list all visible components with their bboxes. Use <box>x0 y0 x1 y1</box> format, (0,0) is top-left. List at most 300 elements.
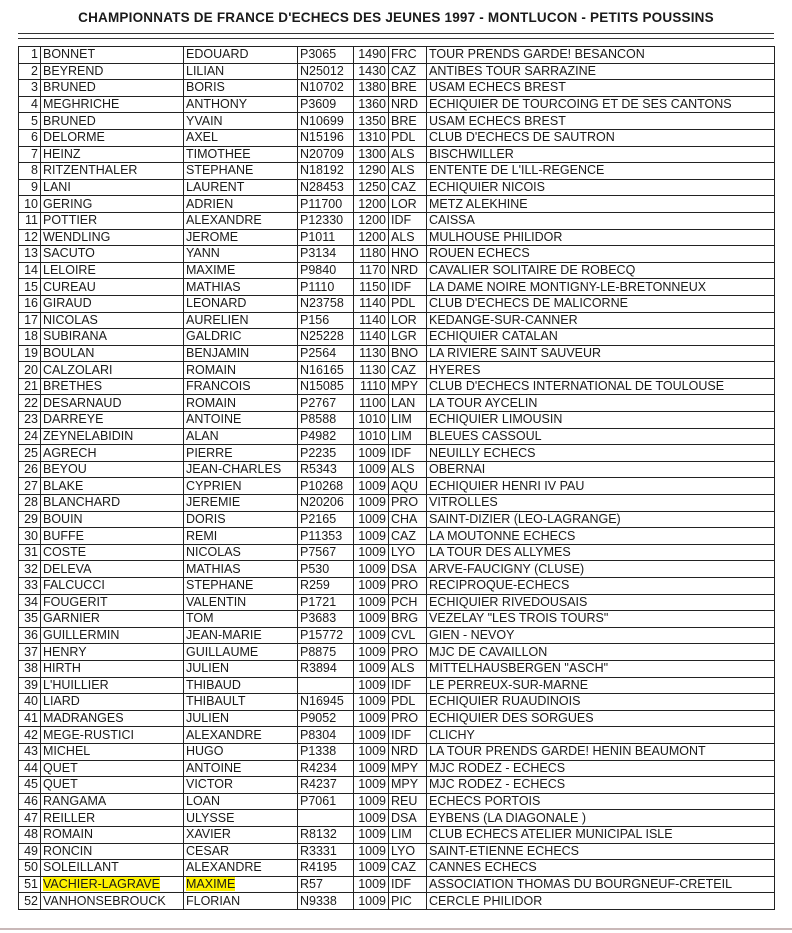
table-row <box>19 246 775 263</box>
player-surname: SACUTO <box>43 246 95 261</box>
table-row <box>19 893 775 910</box>
player-league: LYO <box>391 843 416 858</box>
player-licence-cell <box>298 860 354 877</box>
player-club: CAVALIER SOLITAIRE DE ROBECQ <box>429 263 636 278</box>
player-licence-cell <box>298 727 354 744</box>
player-elo-cell <box>354 511 389 528</box>
player-elo-cell <box>354 345 389 362</box>
table-row <box>19 362 775 379</box>
player-elo-cell <box>354 212 389 229</box>
player-club: ROUEN ECHECS <box>429 246 530 261</box>
player-league: MPY <box>391 379 419 394</box>
player-elo: 1009 <box>358 594 386 609</box>
player-surname-cell <box>41 412 184 429</box>
player-league-cell <box>389 96 427 113</box>
player-firstname-cell <box>184 345 298 362</box>
row-number: 1 <box>31 47 38 62</box>
row-number-cell <box>19 412 41 429</box>
player-surname-cell <box>41 544 184 561</box>
table-row <box>19 561 775 578</box>
player-firstname: CYPRIEN <box>186 478 242 493</box>
row-number: 22 <box>24 395 38 410</box>
player-surname-cell <box>41 810 184 827</box>
row-number-cell <box>19 345 41 362</box>
player-club-cell <box>427 362 775 379</box>
player-firstname-cell <box>184 826 298 843</box>
player-licence: N18192 <box>300 163 344 178</box>
table-row <box>19 843 775 860</box>
player-licence-cell <box>298 876 354 893</box>
player-firstname: THIBAULT <box>186 694 246 709</box>
player-surname-cell <box>41 826 184 843</box>
player-league: LAN <box>391 395 416 410</box>
player-firstname: AXEL <box>186 130 218 145</box>
player-elo-cell <box>354 461 389 478</box>
table-row <box>19 478 775 495</box>
row-number-cell <box>19 743 41 760</box>
row-number: 52 <box>24 893 38 908</box>
player-firstname-cell <box>184 395 298 412</box>
player-league-cell <box>389 113 427 130</box>
player-elo: 1009 <box>358 827 386 842</box>
player-elo: 1010 <box>358 428 386 443</box>
row-number-cell <box>19 544 41 561</box>
player-club-cell <box>427 312 775 329</box>
player-licence: N15196 <box>300 130 344 145</box>
player-surname: CUREAU <box>43 279 96 294</box>
player-club: CLUB ECHECS ATELIER MUNICIPAL ISLE <box>429 827 673 842</box>
player-licence-cell <box>298 80 354 97</box>
player-league-cell <box>389 710 427 727</box>
player-league: LIM <box>391 428 412 443</box>
player-surname-cell <box>41 495 184 512</box>
player-elo-cell <box>354 63 389 80</box>
player-surname-cell <box>41 47 184 64</box>
player-surname: AGRECH <box>43 445 97 460</box>
player-club: CLICHY <box>429 727 475 742</box>
player-firstname: ROMAIN <box>186 362 236 377</box>
player-league: CAZ <box>391 180 416 195</box>
player-elo-cell <box>354 743 389 760</box>
player-licence-cell <box>298 63 354 80</box>
player-licence-cell <box>298 329 354 346</box>
player-elo: 1009 <box>358 528 386 543</box>
player-league-cell <box>389 445 427 462</box>
player-surname: RONCIN <box>43 843 93 858</box>
player-firstname: ADRIEN <box>186 196 234 211</box>
row-number-cell <box>19 113 41 130</box>
player-elo: 1010 <box>358 412 386 427</box>
player-league: IDF <box>391 213 412 228</box>
row-number-cell <box>19 561 41 578</box>
row-number-cell <box>19 96 41 113</box>
player-club: ECHIQUIER HENRI IV PAU <box>429 478 585 493</box>
player-firstname: STEPHANE <box>186 578 254 593</box>
player-elo-cell <box>354 594 389 611</box>
player-surname-cell <box>41 80 184 97</box>
row-number-cell <box>19 511 41 528</box>
player-elo: 1140 <box>359 329 386 344</box>
player-elo-cell <box>354 412 389 429</box>
player-elo-cell <box>354 860 389 877</box>
player-club-cell <box>427 710 775 727</box>
row-number: 11 <box>25 213 38 228</box>
table-row <box>19 412 775 429</box>
player-club: ANTIBES TOUR SARRAZINE <box>429 63 596 78</box>
player-surname: COSTE <box>43 545 87 560</box>
player-surname: RANGAMA <box>43 794 107 809</box>
player-elo-cell <box>354 246 389 263</box>
player-league-cell <box>389 229 427 246</box>
player-surname: BRETHES <box>43 379 103 394</box>
results-rows <box>19 47 775 910</box>
player-firstname-cell <box>184 279 298 296</box>
player-firstname-cell <box>184 428 298 445</box>
player-firstname-cell <box>184 478 298 495</box>
row-number-cell <box>19 810 41 827</box>
player-surname: GARNIER <box>43 611 100 626</box>
player-elo: 1170 <box>359 263 386 278</box>
player-firstname-cell <box>184 528 298 545</box>
player-club-cell <box>427 279 775 296</box>
player-league-cell <box>389 743 427 760</box>
player-surname-cell <box>41 777 184 794</box>
player-surname: VACHIER-LAGRAVE <box>43 876 160 891</box>
player-league-cell <box>389 262 427 279</box>
player-surname: BLAKE <box>43 478 84 493</box>
player-club: ENTENTE DE L'ILL-REGENCE <box>429 163 605 178</box>
player-firstname-cell <box>184 644 298 661</box>
player-club: CLUB D'ECHECS INTERNATIONAL DE TOULOUSE <box>429 379 725 394</box>
player-club: CLUB D'ECHECS DE SAUTRON <box>429 130 615 145</box>
player-firstname: STEPHANE <box>186 163 254 178</box>
table-row <box>19 196 775 213</box>
row-number-cell <box>19 578 41 595</box>
player-league: IDF <box>391 445 412 460</box>
player-surname-cell <box>41 760 184 777</box>
player-licence: P10268 <box>300 478 344 493</box>
title-rule-bottom <box>18 38 774 39</box>
player-league-cell <box>389 80 427 97</box>
player-club: MJC DE CAVAILLON <box>429 644 548 659</box>
table-row <box>19 378 775 395</box>
player-firstname: PIERRE <box>186 445 233 460</box>
player-licence: P1110 <box>300 279 335 294</box>
player-elo: 1009 <box>358 545 386 560</box>
player-club-cell <box>427 179 775 196</box>
player-surname: RITZENTHALER <box>43 163 138 178</box>
player-elo-cell <box>354 478 389 495</box>
player-licence-cell <box>298 561 354 578</box>
table-row <box>19 810 775 827</box>
player-licence: N15085 <box>300 379 344 394</box>
player-elo-cell <box>354 146 389 163</box>
player-league: MPY <box>391 777 419 792</box>
player-elo: 1009 <box>358 727 386 742</box>
player-league-cell <box>389 395 427 412</box>
player-surname-cell <box>41 528 184 545</box>
player-league-cell <box>389 528 427 545</box>
player-firstname-cell <box>184 212 298 229</box>
player-elo: 1009 <box>358 694 386 709</box>
player-league: REU <box>391 794 418 809</box>
player-league: ALS <box>391 661 415 676</box>
player-firstname-cell <box>184 329 298 346</box>
player-surname: DESARNAUD <box>43 395 122 410</box>
player-league: LOR <box>391 196 417 211</box>
player-firstname: LILIAN <box>186 63 225 78</box>
page-edge-rule <box>0 928 792 930</box>
player-licence-cell <box>298 196 354 213</box>
row-number-cell <box>19 826 41 843</box>
player-club-cell <box>427 295 775 312</box>
row-number: 17 <box>24 312 38 327</box>
player-elo: 1200 <box>358 213 386 228</box>
table-row <box>19 129 775 146</box>
player-league: ALS <box>391 229 415 244</box>
player-club: USAM ECHECS BREST <box>429 113 566 128</box>
player-licence-cell <box>298 528 354 545</box>
player-surname: GERING <box>43 196 93 211</box>
player-licence-cell <box>298 843 354 860</box>
player-firstname-cell <box>184 129 298 146</box>
row-number-cell <box>19 329 41 346</box>
player-licence: R4195 <box>300 860 337 875</box>
table-row <box>19 428 775 445</box>
player-elo: 1180 <box>359 246 386 261</box>
player-firstname: ALEXANDRE <box>186 727 262 742</box>
player-licence-cell <box>298 295 354 312</box>
player-club: CAISSA <box>429 213 475 228</box>
player-club-cell <box>427 826 775 843</box>
player-surname-cell <box>41 279 184 296</box>
player-surname: FOUGERIT <box>43 594 108 609</box>
player-licence-cell <box>298 461 354 478</box>
player-licence-cell <box>298 793 354 810</box>
player-club-cell <box>427 246 775 263</box>
player-elo: 1250 <box>358 180 386 195</box>
player-elo: 1009 <box>358 644 386 659</box>
player-surname: REILLER <box>43 810 96 825</box>
player-elo: 1350 <box>358 113 386 128</box>
player-elo-cell <box>354 627 389 644</box>
player-licence-cell <box>298 113 354 130</box>
player-licence-cell <box>298 694 354 711</box>
player-licence: P156 <box>300 312 330 327</box>
player-surname-cell <box>41 594 184 611</box>
row-number-cell <box>19 212 41 229</box>
row-number-cell <box>19 246 41 263</box>
player-firstname: JULIEN <box>186 711 230 726</box>
player-firstname-cell <box>184 461 298 478</box>
player-league-cell <box>389 694 427 711</box>
player-elo-cell <box>354 229 389 246</box>
player-surname-cell <box>41 793 184 810</box>
player-league: LGR <box>391 329 417 344</box>
player-surname: BOULAN <box>43 345 95 360</box>
player-league-cell <box>389 329 427 346</box>
player-firstname-cell <box>184 445 298 462</box>
row-number-cell <box>19 312 41 329</box>
player-surname: MADRANGES <box>43 711 124 726</box>
player-elo: 1009 <box>358 860 386 875</box>
player-league-cell <box>389 129 427 146</box>
player-club: EYBENS (LA DIAGONALE ) <box>429 810 586 825</box>
player-elo: 1009 <box>358 578 386 593</box>
row-number-cell <box>19 378 41 395</box>
player-firstname-cell <box>184 229 298 246</box>
player-club: ECHECS PORTOIS <box>429 794 541 809</box>
player-elo: 1290 <box>358 163 386 178</box>
player-surname-cell <box>41 129 184 146</box>
player-firstname-cell <box>184 893 298 910</box>
player-club-cell <box>427 212 775 229</box>
player-surname: HIRTH <box>43 661 81 676</box>
player-league: LIM <box>391 412 412 427</box>
player-league-cell <box>389 810 427 827</box>
player-licence: P1721 <box>300 594 337 609</box>
player-league: PIC <box>391 893 412 908</box>
row-number: 50 <box>24 860 38 875</box>
player-firstname: JEAN-MARIE <box>186 628 262 643</box>
player-club-cell <box>427 677 775 694</box>
player-club-cell <box>427 860 775 877</box>
player-firstname-cell <box>184 163 298 180</box>
table-row <box>19 826 775 843</box>
player-licence-cell <box>298 743 354 760</box>
player-club-cell <box>427 163 775 180</box>
player-elo: 1009 <box>358 611 386 626</box>
player-surname-cell <box>41 146 184 163</box>
player-surname-cell <box>41 694 184 711</box>
player-firstname: GUILLAUME <box>186 644 259 659</box>
player-licence-cell <box>298 578 354 595</box>
table-row <box>19 445 775 462</box>
player-surname-cell <box>41 345 184 362</box>
row-number: 5 <box>31 113 38 128</box>
player-elo-cell <box>354 727 389 744</box>
player-league-cell <box>389 893 427 910</box>
player-league-cell <box>389 461 427 478</box>
player-surname: GUILLERMIN <box>43 628 120 643</box>
player-club-cell <box>427 412 775 429</box>
player-licence-cell <box>298 677 354 694</box>
player-surname: LIARD <box>43 694 80 709</box>
player-elo: 1130 <box>359 362 386 377</box>
table-row <box>19 860 775 877</box>
row-number-cell <box>19 777 41 794</box>
player-elo: 1009 <box>358 445 386 460</box>
player-elo-cell <box>354 843 389 860</box>
player-league-cell <box>389 179 427 196</box>
player-league-cell <box>389 279 427 296</box>
row-number-cell <box>19 262 41 279</box>
row-number-cell <box>19 694 41 711</box>
player-firstname-cell <box>184 843 298 860</box>
player-club-cell <box>427 329 775 346</box>
player-firstname: TIMOTHEE <box>186 146 251 161</box>
player-club: LA TOUR PRENDS GARDE! HENIN BEAUMONT <box>429 744 706 759</box>
player-surname-cell <box>41 428 184 445</box>
player-league: CAZ <box>391 528 416 543</box>
player-firstname: ALAN <box>186 428 219 443</box>
player-league: PRO <box>391 644 419 659</box>
player-club: SAINT-ETIENNE ECHECS <box>429 843 580 858</box>
player-firstname-cell <box>184 362 298 379</box>
row-number: 32 <box>24 561 38 576</box>
row-number: 34 <box>24 594 38 609</box>
player-firstname-cell <box>184 196 298 213</box>
player-surname-cell <box>41 561 184 578</box>
player-club-cell <box>427 113 775 130</box>
player-club-cell <box>427 594 775 611</box>
table-row <box>19 694 775 711</box>
table-row <box>19 594 775 611</box>
player-club: KEDANGE-SUR-CANNER <box>429 312 578 327</box>
player-club: ECHIQUIER LIMOUSIN <box>429 412 563 427</box>
player-firstname: ANTHONY <box>186 97 248 112</box>
player-surname: DELORME <box>43 130 105 145</box>
player-surname: FALCUCCI <box>43 578 105 593</box>
player-surname: LELOIRE <box>43 263 96 278</box>
table-row <box>19 528 775 545</box>
player-league-cell <box>389 428 427 445</box>
player-elo-cell <box>354 362 389 379</box>
player-league-cell <box>389 295 427 312</box>
player-league-cell <box>389 660 427 677</box>
player-surname: BEYOU <box>43 462 87 477</box>
player-licence: R3331 <box>300 843 337 858</box>
player-league: PDL <box>391 296 416 311</box>
player-elo: 1380 <box>358 80 386 95</box>
player-firstname-cell <box>184 777 298 794</box>
player-elo-cell <box>354 826 389 843</box>
player-league: BRG <box>391 611 419 626</box>
row-number-cell <box>19 843 41 860</box>
player-club: BISCHWILLER <box>429 146 514 161</box>
player-surname: MICHEL <box>43 744 91 759</box>
player-league: PRO <box>391 578 419 593</box>
row-number-cell <box>19 495 41 512</box>
player-league: NRD <box>391 744 419 759</box>
player-licence: P9840 <box>300 263 337 278</box>
player-club-cell <box>427 345 775 362</box>
player-firstname-cell <box>184 561 298 578</box>
player-surname-cell <box>41 262 184 279</box>
player-elo: 1009 <box>358 876 386 891</box>
player-surname: HENRY <box>43 644 87 659</box>
player-league: IDF <box>391 727 412 742</box>
table-row <box>19 710 775 727</box>
player-club: METZ ALEKHINE <box>429 196 528 211</box>
player-surname: QUET <box>43 760 78 775</box>
player-licence: P11353 <box>300 528 343 543</box>
player-league-cell <box>389 47 427 64</box>
player-league-cell <box>389 511 427 528</box>
player-league: NRD <box>391 97 419 112</box>
player-surname-cell <box>41 229 184 246</box>
player-licence-cell <box>298 826 354 843</box>
player-firstname: ALEXANDRE <box>186 213 262 228</box>
player-elo-cell <box>354 445 389 462</box>
player-licence: P1338 <box>300 744 337 759</box>
row-number-cell <box>19 611 41 628</box>
player-firstname: MATHIAS <box>186 279 241 294</box>
player-surname: MEGE-RUSTICI <box>43 727 134 742</box>
table-row <box>19 63 775 80</box>
row-number-cell <box>19 627 41 644</box>
player-elo: 1200 <box>358 229 386 244</box>
